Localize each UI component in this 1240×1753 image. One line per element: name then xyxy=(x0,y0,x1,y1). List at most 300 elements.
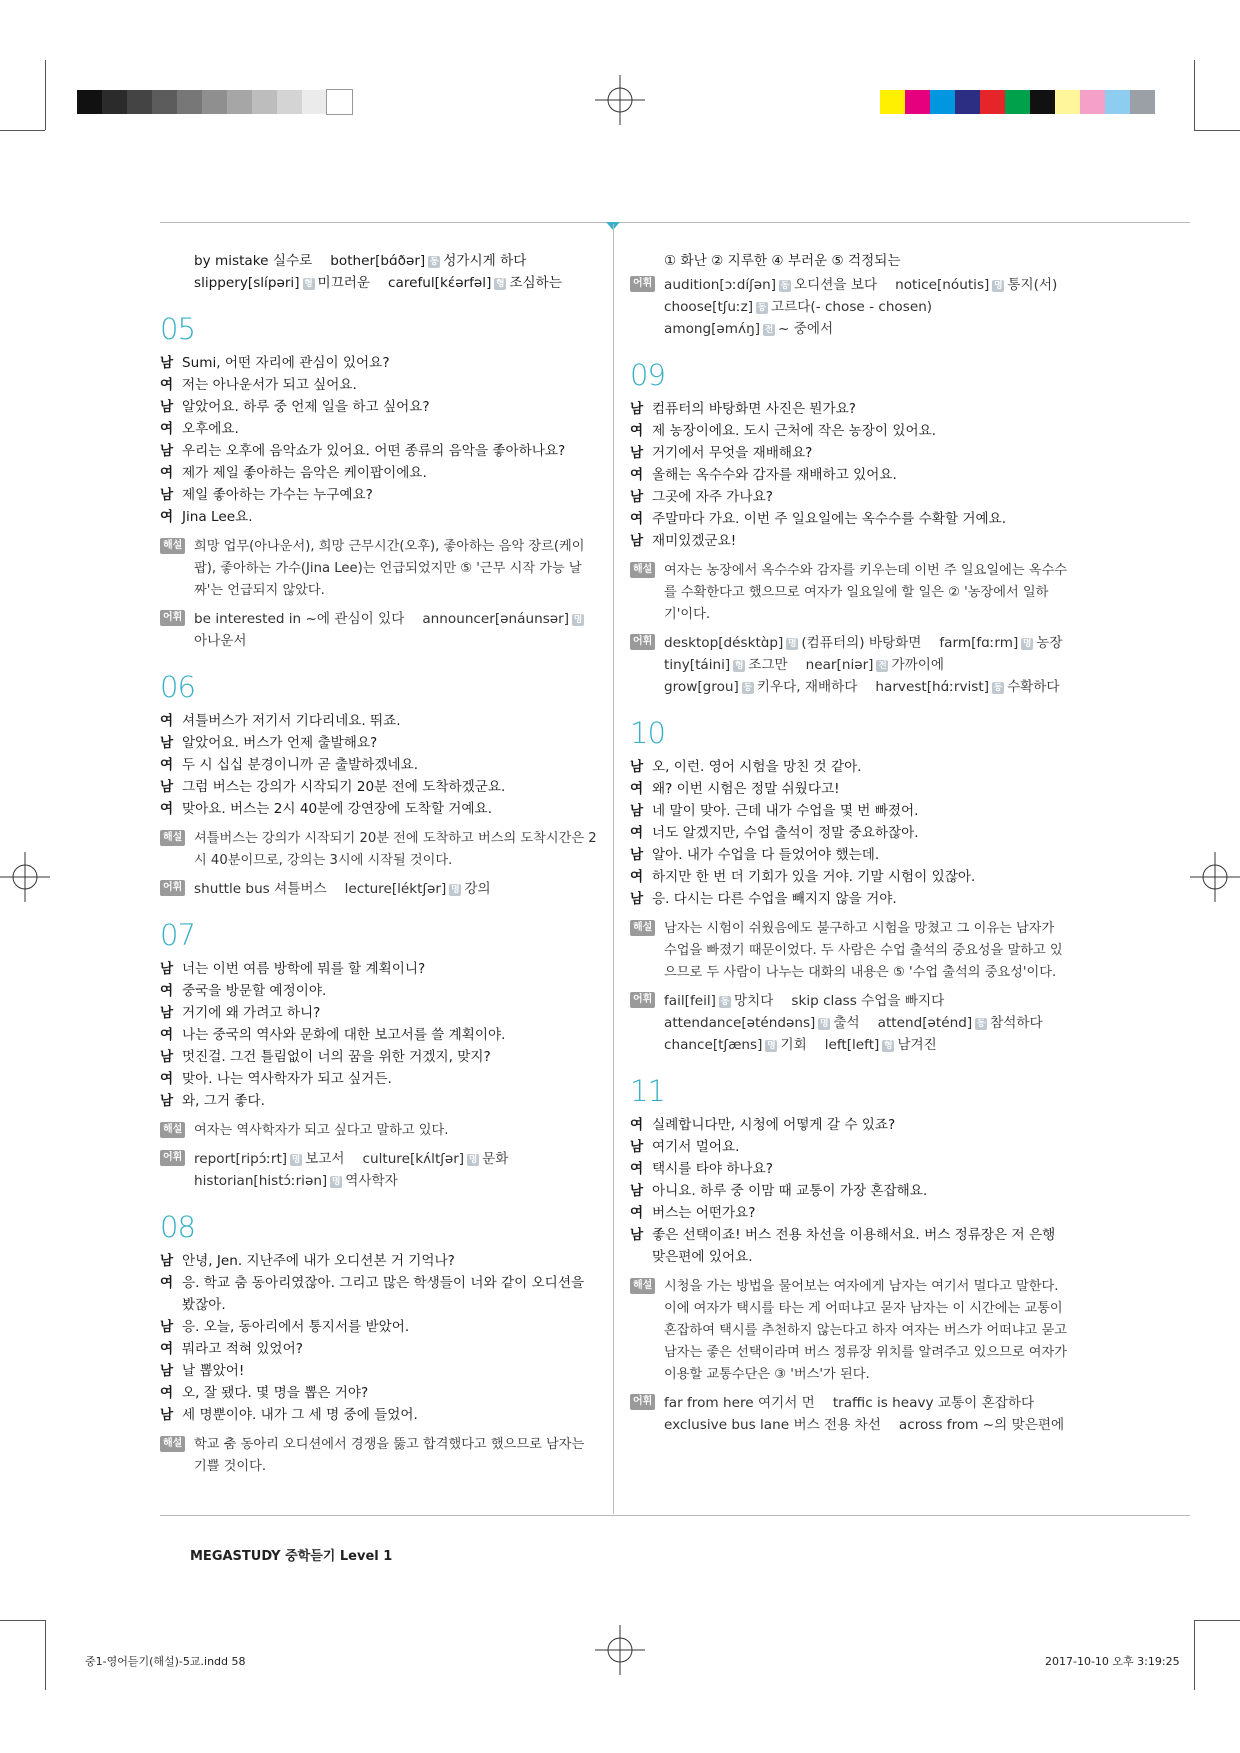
speaker-label: 남 xyxy=(160,961,174,977)
speaker-label: 남 xyxy=(160,735,174,751)
vocab-meaning: 셔틀버스 xyxy=(274,881,327,897)
speaker-label: 남 xyxy=(160,1049,174,1065)
part-of-speech-badge: 형 xyxy=(883,1041,893,1051)
color-swatch xyxy=(1130,90,1155,114)
dialogue-line xyxy=(160,1316,600,1338)
vocab-row xyxy=(664,318,1070,340)
dialogue-line xyxy=(630,866,1070,888)
haeseol-text: 시청을 가는 방법을 물어보는 여자에게 남자는 여기서 멀다고 말한다. 이에 여자가 택시를 타는 게 어떠냐고 묻자 남자는 이 시간에는 교통이 혼잡하여 택시를 추천하지 않는다고 하자 여자는 버스가 어떠냐고 묻고 남자는 좋은 선택이라며 버스 정류장 위치를 알려주고 있으므로 여자가 이용할 교통수단은 ③ '버스'가 된다. xyxy=(664,1279,1067,1382)
dialogue-text: 저는 아나운서가 되고 싶어요. xyxy=(182,377,357,393)
part-of-speech-badge: 명 xyxy=(468,1155,478,1165)
vocab-meaning: 가까이에 xyxy=(891,657,945,673)
dialogue-line xyxy=(630,800,1070,822)
part-of-speech-badge: 동 xyxy=(780,281,790,291)
vocab-word: attendance[əténdəns] xyxy=(664,1015,816,1031)
dialogue-line xyxy=(630,844,1070,866)
vocab-word: careful[kɛ́ərfəl] xyxy=(388,275,492,291)
part-of-speech-badge: 명 xyxy=(291,1155,301,1165)
speaker-label: 남 xyxy=(630,533,644,549)
vocab-word: skip class xyxy=(791,993,857,1009)
dialogue-text: 하지만 한 번 더 기회가 있을 거야. 기말 시험이 있잖아. xyxy=(652,869,976,885)
vocab-meaning: 강의 xyxy=(464,881,491,897)
eohwi-block xyxy=(630,632,1070,698)
registration-mark-top xyxy=(595,75,645,125)
dialogue-text: 좋은 선택이죠! 버스 전용 차선을 이용해서요. 버스 정류장은 저 은행 맞은편에 있어요. xyxy=(652,1227,1056,1265)
vocab-row xyxy=(194,878,600,900)
part-of-speech-badge: 동 xyxy=(993,683,1003,693)
eohwi-block xyxy=(630,274,1070,340)
section-number: 06 xyxy=(160,670,195,704)
haeseol-label-cell xyxy=(630,560,664,626)
dialogue-line xyxy=(160,1272,600,1316)
vocab-word: among[əmʌ́ŋ] xyxy=(664,321,761,337)
vocab-meaning: 남겨진 xyxy=(897,1037,937,1053)
eohwi-label-cell xyxy=(160,1148,194,1192)
vocab-meaning: 여기서 먼 xyxy=(757,1395,815,1411)
dialogue-line xyxy=(630,888,1070,910)
speaker-label: 남 xyxy=(160,1093,174,1109)
dialogue-text: 너는 이번 여름 방학에 뭐를 할 계획이니? xyxy=(182,961,426,977)
gray-swatch xyxy=(152,90,177,114)
eohwi-badge: 어휘 xyxy=(630,992,655,1008)
dialogue-line xyxy=(630,778,1070,800)
vocab-word: exclusive bus lane xyxy=(664,1417,790,1433)
footer-brand: MEGASTUDY 중학듣기 Level 1 xyxy=(190,1549,393,1564)
part-of-speech-badge: 동 xyxy=(743,683,753,693)
color-swatch xyxy=(880,90,905,114)
dialogue-line xyxy=(160,732,600,754)
dialogue-line xyxy=(160,776,600,798)
vocab-meaning: 아나운서 xyxy=(194,633,247,649)
dialogue-text: Jina Lee요. xyxy=(182,509,253,525)
part-of-speech-badge: 동 xyxy=(976,1019,986,1029)
section-number: 08 xyxy=(160,1210,195,1244)
vocab-word: bother[bɑ́ðər] xyxy=(330,253,426,269)
speaker-label: 여 xyxy=(630,1205,644,1221)
vocab-meaning: ~에 관심이 있다 xyxy=(305,611,405,627)
slug-timestamp: 2017-10-10 오후 3:19:25 xyxy=(1045,1655,1180,1668)
vocab-meaning: 농장 xyxy=(1036,635,1063,651)
dialogue-text: 너도 알겠지만, 수업 출석이 정말 중요하잖아. xyxy=(652,825,919,841)
dialogue-text: 응. 오늘, 동아리에서 통지서를 받았어. xyxy=(182,1319,410,1335)
dialogue-line xyxy=(160,1404,600,1426)
speaker-label: 여 xyxy=(160,1385,174,1401)
top-rule xyxy=(160,222,1190,223)
vocab-meaning: 미끄러운 xyxy=(317,275,371,291)
haeseol-badge: 해설 xyxy=(630,1278,655,1294)
haeseol-badge: 해설 xyxy=(630,920,655,936)
vocab-row xyxy=(194,1170,600,1192)
registration-mark-right xyxy=(1190,852,1240,902)
vocab-meaning: 통지(서) xyxy=(1007,277,1058,293)
dialogue-line xyxy=(630,508,1070,530)
section-07 xyxy=(160,918,600,1192)
dialogue-text: 나는 중국의 역사와 문화에 대한 보고서를 쓸 계획이야. xyxy=(182,1027,506,1043)
speaker-label: 남 xyxy=(630,847,644,863)
speaker-label: 여 xyxy=(630,467,644,483)
haeseol-block xyxy=(630,918,1070,984)
crop-mark xyxy=(0,130,45,131)
vocab-row xyxy=(664,296,1070,318)
vocab-word: fail[feil] xyxy=(664,993,716,1009)
dialogue-line xyxy=(160,440,600,462)
haeseol-block xyxy=(160,536,600,602)
section-number: 09 xyxy=(630,358,665,392)
color-swatch xyxy=(1055,90,1080,114)
dialogue-text: 컴퓨터의 바탕화면 사진은 뭔가요? xyxy=(652,401,857,417)
vocab-word: tiny[táini] xyxy=(664,657,731,673)
dialogue-line xyxy=(630,1180,1070,1202)
dialogue-line xyxy=(630,1224,1070,1268)
gray-swatch xyxy=(302,90,327,114)
vocab-word: far from here xyxy=(664,1395,754,1411)
haeseol-block xyxy=(160,1434,600,1478)
answer-options: ① 화난 ② 지루한 ④ 부러운 ⑤ 걱정되는 xyxy=(664,253,901,269)
vocab-row xyxy=(194,250,600,272)
dialogue-text: 두 시 십십 분경이니까 곧 출발하겠네요. xyxy=(182,757,419,773)
haeseol-text: 셔틀버스는 강의가 시작되기 20분 전에 도착하고 버스의 도착시간은 2시 40분이므로, 강의는 3시에 시작될 것이다. xyxy=(194,831,597,868)
eohwi-body xyxy=(664,1392,1070,1436)
speaker-label: 여 xyxy=(160,1341,174,1357)
dialogue-text: 그럼 버스는 강의가 시작되기 20분 전에 도착하겠군요. xyxy=(182,779,506,795)
vocab-word: historian[histɔ́ːriən] xyxy=(194,1173,328,1189)
column-divider xyxy=(613,224,614,1514)
speaker-label: 여 xyxy=(160,757,174,773)
vocab-meaning: 망치다 xyxy=(733,993,774,1009)
vocab-word: report[ripɔ́ːrt] xyxy=(194,1151,288,1167)
gray-swatch xyxy=(202,90,227,114)
eohwi-body xyxy=(664,632,1070,698)
haeseol-text: 남자는 시험이 쉬웠음에도 불구하고 시험을 망쳤고 그 이유는 남자가 수업을 빠졌기 때문이었다. 두 사람은 수업 출석의 중요성을 말하고 있으므로 두 사람이 나누는 대화의 내용은 ⑤ '수업 출석의 중요성'이다. xyxy=(664,921,1063,980)
section-06 xyxy=(160,670,600,900)
vocab-meaning: 고르다(- chose - chosen) xyxy=(771,299,933,315)
dialogue-text: 와, 그거 좋다. xyxy=(182,1093,265,1109)
vocab-word: audition[ɔːdíʃən] xyxy=(664,277,776,293)
eohwi-label-cell xyxy=(630,632,664,698)
dialogue-line xyxy=(630,1202,1070,1224)
haeseol-text: 여자는 역사학자가 되고 싶다고 말하고 있다. xyxy=(194,1123,449,1138)
eohwi-block xyxy=(630,990,1070,1056)
vocab-word: left[left] xyxy=(824,1037,880,1053)
haeseol-label-cell xyxy=(160,536,194,602)
process-color-bar xyxy=(880,90,1155,114)
bottom-rule xyxy=(160,1515,1190,1516)
dialogue-text: 세 명뿐이야. 내가 그 세 명 중에 들었어. xyxy=(182,1407,418,1423)
part-of-speech-badge: 명 xyxy=(331,1177,341,1187)
vocab-meaning: 수확하다 xyxy=(1007,679,1060,695)
gray-swatch xyxy=(327,90,352,114)
vocab-word: chance[tʃæns] xyxy=(664,1037,763,1053)
vocab-meaning: 조그만 xyxy=(748,657,788,673)
dialogue-line xyxy=(630,442,1070,464)
vocab-word: choose[tʃuːz] xyxy=(664,299,754,315)
gray-swatch xyxy=(177,90,202,114)
dialogue-text: 제일 좋아하는 가수는 누구예요? xyxy=(182,487,373,503)
eohwi-block xyxy=(160,608,600,652)
dialogue-text: 오후에요. xyxy=(182,421,239,437)
speaker-label: 여 xyxy=(160,465,174,481)
dialogue-text: 네 말이 맞아. 근데 내가 수업을 몇 번 빠졌어. xyxy=(652,803,919,819)
vocab-word: lecture[léktʃər] xyxy=(344,881,447,897)
dialogue-text: 여기서 멀어요. xyxy=(652,1139,740,1155)
dialogue-line xyxy=(160,1046,600,1068)
section-number: 10 xyxy=(630,716,665,750)
dialogue-text: 응. 다시는 다른 수업을 빼지지 않을 거야. xyxy=(652,891,897,907)
vocab-word: shuttle bus xyxy=(194,881,270,897)
gray-swatch xyxy=(277,90,302,114)
section-09 xyxy=(630,358,1070,698)
vocab-word: announcer[ənáunsər] xyxy=(422,611,570,627)
speaker-label: 남 xyxy=(160,399,174,415)
dialogue-line xyxy=(160,352,600,374)
eohwi-badge: 어휘 xyxy=(160,880,185,896)
dialogue-text: 왜? 이번 시험은 정말 쉬웠다고! xyxy=(652,781,840,797)
vocab-row xyxy=(664,274,1070,296)
haeseol-text: 학교 춤 동아리 오디션에서 경쟁을 뚫고 합격했다고 했으므로 남자는 기쁠 것이다. xyxy=(194,1437,585,1474)
vocab-word: by mistake xyxy=(194,253,269,269)
vocab-row xyxy=(664,1414,1070,1436)
vocab-meaning: 수업을 빠지다 xyxy=(861,993,945,1009)
dialogue-text: 셔틀버스가 저기서 기다리네요. 뛰죠. xyxy=(182,713,401,729)
part-of-speech-badge: 명 xyxy=(450,885,460,895)
vocab-word: harvest[hɑ́ːrvist] xyxy=(875,679,989,695)
eohwi-label-cell xyxy=(630,990,664,1056)
dialogue-line xyxy=(160,506,600,528)
haeseol-label-cell xyxy=(630,918,664,984)
part-of-speech-badge: 형 xyxy=(496,279,505,289)
dialogue-text: 멋진걸. 그건 틀림없이 너의 꿈을 위한 거겠지, 맞지? xyxy=(182,1049,491,1065)
speaker-label: 남 xyxy=(160,1319,174,1335)
part-of-speech-badge: 명 xyxy=(820,1019,829,1029)
dialogue-text: 알아. 내가 수업을 다 들었어야 했는데. xyxy=(652,847,880,863)
eohwi-block xyxy=(160,1148,600,1192)
dialogue-line xyxy=(160,710,600,732)
gray-swatch xyxy=(227,90,252,114)
dialogue-line xyxy=(630,1136,1070,1158)
dialogue-line xyxy=(160,374,600,396)
speaker-label: 남 xyxy=(630,891,644,907)
dialogue-text: 응. 학교 춤 동아리였잖아. 그리고 많은 학생들이 너와 같이 오디션을 봤잖아. xyxy=(182,1275,585,1313)
haeseol-badge: 해설 xyxy=(160,538,185,554)
speaker-label: 남 xyxy=(160,1005,174,1021)
vocab-word: desktop[désktɑ̀p] xyxy=(664,635,784,651)
color-swatch xyxy=(905,90,930,114)
vocab-meaning: 문화 xyxy=(482,1151,509,1167)
crop-mark xyxy=(1194,60,1195,130)
color-swatch xyxy=(1005,90,1030,114)
dialogue-text: 택시를 타야 하나요? xyxy=(652,1161,773,1177)
speaker-label: 여 xyxy=(630,781,644,797)
haeseol-badge: 해설 xyxy=(160,830,185,846)
speaker-label: 남 xyxy=(160,779,174,795)
vocab-row xyxy=(664,654,1070,676)
crop-mark xyxy=(0,1620,45,1621)
dialogue-line xyxy=(160,1024,600,1046)
color-swatch xyxy=(930,90,955,114)
eohwi-label-cell xyxy=(160,878,194,900)
dialogue-text: 알았어요. 버스가 언제 출발해요? xyxy=(182,735,378,751)
speaker-label: 여 xyxy=(630,1117,644,1133)
speaker-label: 여 xyxy=(630,511,644,527)
eohwi-badge: 어휘 xyxy=(630,276,655,292)
dialogue-line xyxy=(160,1068,600,1090)
part-of-speech-badge: 동 xyxy=(429,257,439,267)
part-of-speech-badge: 전 xyxy=(764,325,774,335)
part-of-speech-badge: 동 xyxy=(757,303,767,313)
speaker-label: 남 xyxy=(630,489,644,505)
speaker-label: 남 xyxy=(630,1183,644,1199)
part-of-speech-badge: 명 xyxy=(994,281,1003,291)
section-11 xyxy=(630,1074,1070,1436)
speaker-label: 여 xyxy=(630,423,644,439)
crop-mark xyxy=(45,60,46,130)
dialogue-text: 맞아요. 버스는 2시 40분에 강연장에 도착할 거예요. xyxy=(182,801,493,817)
vocab-row xyxy=(194,1148,600,1170)
intro-vocab xyxy=(194,250,600,294)
vocab-word: be interested in xyxy=(194,611,302,627)
color-swatch xyxy=(1030,90,1055,114)
vocab-meaning: 출석 xyxy=(833,1015,860,1031)
vocab-meaning: ~의 맞은편에 xyxy=(982,1417,1065,1433)
dialogue-line xyxy=(630,420,1070,442)
dialogue-text: 올해는 옥수수와 감자를 재배하고 있어요. xyxy=(652,467,897,483)
eohwi-badge: 어휘 xyxy=(630,1394,655,1410)
crop-mark xyxy=(45,1620,46,1690)
haeseol-badge: 해설 xyxy=(160,1436,185,1452)
eohwi-block xyxy=(160,878,600,900)
color-swatch xyxy=(955,90,980,114)
dialogue-line xyxy=(160,484,600,506)
vocab-meaning: 실수로 xyxy=(272,253,313,269)
speaker-label: 남 xyxy=(630,1139,644,1155)
vocab-meaning: 기회 xyxy=(780,1037,807,1053)
dialogue-text: 거기에 왜 가려고 하니? xyxy=(182,1005,321,1021)
dialogue-text: 버스는 어떤가요? xyxy=(652,1205,756,1221)
vocab-meaning: 보고서 xyxy=(305,1151,345,1167)
vocab-row xyxy=(194,272,600,294)
dialogue-line xyxy=(160,958,600,980)
haeseol-badge: 해설 xyxy=(160,1122,185,1138)
right-column xyxy=(630,250,1070,1436)
crop-mark xyxy=(1194,130,1240,131)
dialogue-text: Sumi, 어떤 자리에 관심이 있어요? xyxy=(182,355,390,371)
eohwi-label-cell xyxy=(160,608,194,652)
speaker-label: 남 xyxy=(630,1227,644,1243)
dialogue-line xyxy=(160,980,600,1002)
dialogue-line xyxy=(160,1002,600,1024)
dialogue-line xyxy=(630,1158,1070,1180)
dialogue-line xyxy=(160,1360,600,1382)
speaker-label: 남 xyxy=(160,1253,174,1269)
eohwi-badge: 어휘 xyxy=(630,634,655,650)
part-of-speech-badge: 명 xyxy=(788,639,797,649)
eohwi-badge: 어휘 xyxy=(160,610,185,626)
dialogue-text: 중국을 방문할 예정이야. xyxy=(182,983,327,999)
vocab-row xyxy=(664,676,1070,698)
haeseol-block xyxy=(630,560,1070,626)
dialogue-line xyxy=(160,396,600,418)
haeseol-label-cell xyxy=(630,1276,664,1386)
dialogue-line xyxy=(160,462,600,484)
speaker-label: 여 xyxy=(630,1161,644,1177)
vocab-meaning: 조심하는 xyxy=(509,275,562,291)
registration-mark-bottom xyxy=(595,1625,645,1675)
part-of-speech-badge: 명 xyxy=(573,615,583,625)
vocab-row xyxy=(664,1034,1070,1056)
dialogue-text: 재미있겠군요! xyxy=(652,533,737,549)
dialogue-line xyxy=(160,798,600,820)
slug-file: 중1-영어듣기(해설)-5교.indd 58 xyxy=(85,1655,246,1668)
registration-mark-left xyxy=(0,852,50,902)
eohwi-badge: 어휘 xyxy=(160,1150,185,1166)
gray-swatch xyxy=(127,90,152,114)
speaker-label: 여 xyxy=(160,801,174,817)
part-of-speech-badge: 형 xyxy=(734,661,744,671)
color-swatch xyxy=(1080,90,1105,114)
vocab-row xyxy=(664,1012,1070,1034)
speaker-label: 여 xyxy=(160,421,174,437)
dialogue-text: 알았어요. 하루 중 언제 일을 하고 싶어요? xyxy=(182,399,430,415)
speaker-label: 여 xyxy=(160,1071,174,1087)
haeseol-text: 여자는 농장에서 옥수수와 감자를 키우는데 이번 주 일요일에는 옥수수를 수확한다고 했으므로 여자가 일요일에 할 일은 ② '농장에서 일하기'이다. xyxy=(664,563,1067,622)
dialogue-text: 안녕, Jen. 지난주에 내가 오디션본 거 기억나? xyxy=(182,1253,455,1269)
dialogue-text: 뭐라고 적혀 있었어? xyxy=(182,1341,303,1357)
dialogue-text: 맞아. 나는 역사학자가 되고 싶거든. xyxy=(182,1071,392,1087)
dialogue-line xyxy=(630,1114,1070,1136)
dialogue-text: 날 뽑았어! xyxy=(182,1363,245,1379)
dialogue-line xyxy=(160,418,600,440)
eohwi-block xyxy=(630,1392,1070,1436)
speaker-label: 남 xyxy=(630,445,644,461)
dialogue-line xyxy=(630,530,1070,552)
gray-swatch xyxy=(252,90,277,114)
eohwi-body xyxy=(194,878,600,900)
haeseol-label-cell xyxy=(160,1434,194,1478)
vocab-word: slippery[slípəri] xyxy=(194,275,300,291)
haeseol-badge: 해설 xyxy=(630,562,655,578)
dialogue-line xyxy=(630,398,1070,420)
part-of-speech-badge: 형 xyxy=(304,279,313,289)
section-08 xyxy=(160,1210,600,1478)
vocab-word: traffic is heavy xyxy=(832,1395,934,1411)
dialogue-line xyxy=(160,1382,600,1404)
speaker-label: 여 xyxy=(160,1275,174,1291)
vocab-meaning: 오디션을 보다 xyxy=(794,277,878,293)
haeseol-text: 희망 업무(아나운서), 희망 근무시간(오후), 좋아하는 음악 장르(케이팝), 좋아하는 가수(Jina Lee)는 언급되었지만 ⑤ '근무 시작 가능 날짜'는 언급되지 않았다. xyxy=(194,539,585,598)
vocab-meaning: 성가시게 하다 xyxy=(443,253,527,269)
left-column xyxy=(160,250,600,1478)
speaker-label: 남 xyxy=(630,759,644,775)
dialogue-line xyxy=(630,464,1070,486)
eohwi-label-cell xyxy=(630,1392,664,1436)
part-of-speech-badge: 명 xyxy=(767,1041,776,1051)
vocab-meaning: 키우다, 재배하다 xyxy=(756,679,858,695)
speaker-label: 여 xyxy=(160,509,174,525)
section-number: 07 xyxy=(160,918,195,952)
dialogue-line xyxy=(160,1090,600,1112)
speaker-label: 여 xyxy=(630,825,644,841)
section-05 xyxy=(160,312,600,652)
speaker-label: 여 xyxy=(630,869,644,885)
dialogue-line xyxy=(630,486,1070,508)
vocab-meaning: 참석하다 xyxy=(990,1015,1043,1031)
speaker-label: 여 xyxy=(160,1027,174,1043)
grayscale-color-bar xyxy=(77,90,352,114)
color-swatch xyxy=(980,90,1005,114)
speaker-label: 남 xyxy=(630,401,644,417)
dialogue-text: 오, 잘 됐다. 몇 명을 뽑은 거야? xyxy=(182,1385,369,1401)
vocab-row xyxy=(664,1392,1070,1414)
